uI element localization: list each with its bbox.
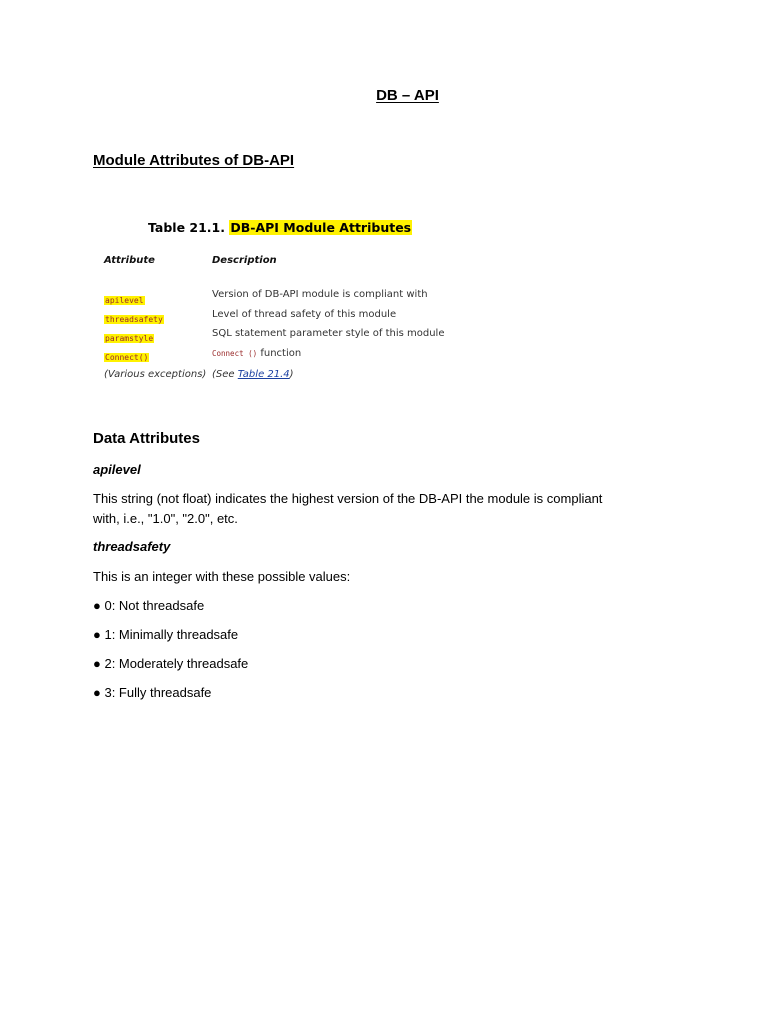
table-21-4-link[interactable]: Table 21.4 <box>237 369 290 380</box>
attribute-name: Connect() <box>105 353 149 362</box>
attribute-description-code: Connect () <box>212 349 258 358</box>
table-row <box>104 290 145 308</box>
list-item: ● 0: Not threadsafe <box>93 598 205 613</box>
attribute-description-text: function <box>260 348 302 359</box>
data-attributes-heading: Data Attributes <box>93 430 200 447</box>
apilevel-description-line-2: with, i.e., "1.0", "2.0", etc. <box>93 511 238 526</box>
table-row <box>104 347 149 365</box>
attribute-description <box>212 348 301 359</box>
apilevel-description-line-1: This string (not float) indicates the highest version of the DB-API the module is compliant <box>93 491 603 506</box>
column-header-attribute: Attribute <box>104 255 155 266</box>
attribute-name: threadsafety <box>105 315 163 324</box>
attribute-name: paramstyle <box>105 334 154 343</box>
see-close: ) <box>289 369 294 380</box>
attribute-description: Level of thread safety of this module <box>212 309 397 320</box>
table-caption-prefix: Table 21.1. <box>148 220 226 235</box>
exceptions-reference <box>212 369 294 380</box>
table-row <box>104 328 154 346</box>
table-caption <box>148 220 412 235</box>
table-row <box>104 309 164 327</box>
table-caption-highlight: DB-API Module Attributes <box>230 220 412 235</box>
list-item: ● 1: Minimally threadsafe <box>93 627 239 642</box>
list-item: ● 2: Moderately threadsafe <box>93 656 249 671</box>
threadsafety-term: threadsafety <box>93 539 171 554</box>
threadsafety-intro: This is an integer with these possible values: <box>93 569 351 584</box>
document-title: DB – API <box>376 87 439 104</box>
attribute-description: SQL statement parameter style of this module <box>212 328 445 339</box>
apilevel-term: apilevel <box>93 462 141 477</box>
attribute-name: apilevel <box>105 296 144 305</box>
attribute-description: Version of DB-API module is compliant with <box>212 289 428 300</box>
exceptions-label: (Various exceptions) <box>104 369 207 380</box>
column-header-description: Description <box>212 255 277 266</box>
section-title: Module Attributes of DB-API <box>93 152 295 169</box>
see-open: (See <box>212 369 235 380</box>
list-item: ● 3: Fully threadsafe <box>93 685 212 700</box>
